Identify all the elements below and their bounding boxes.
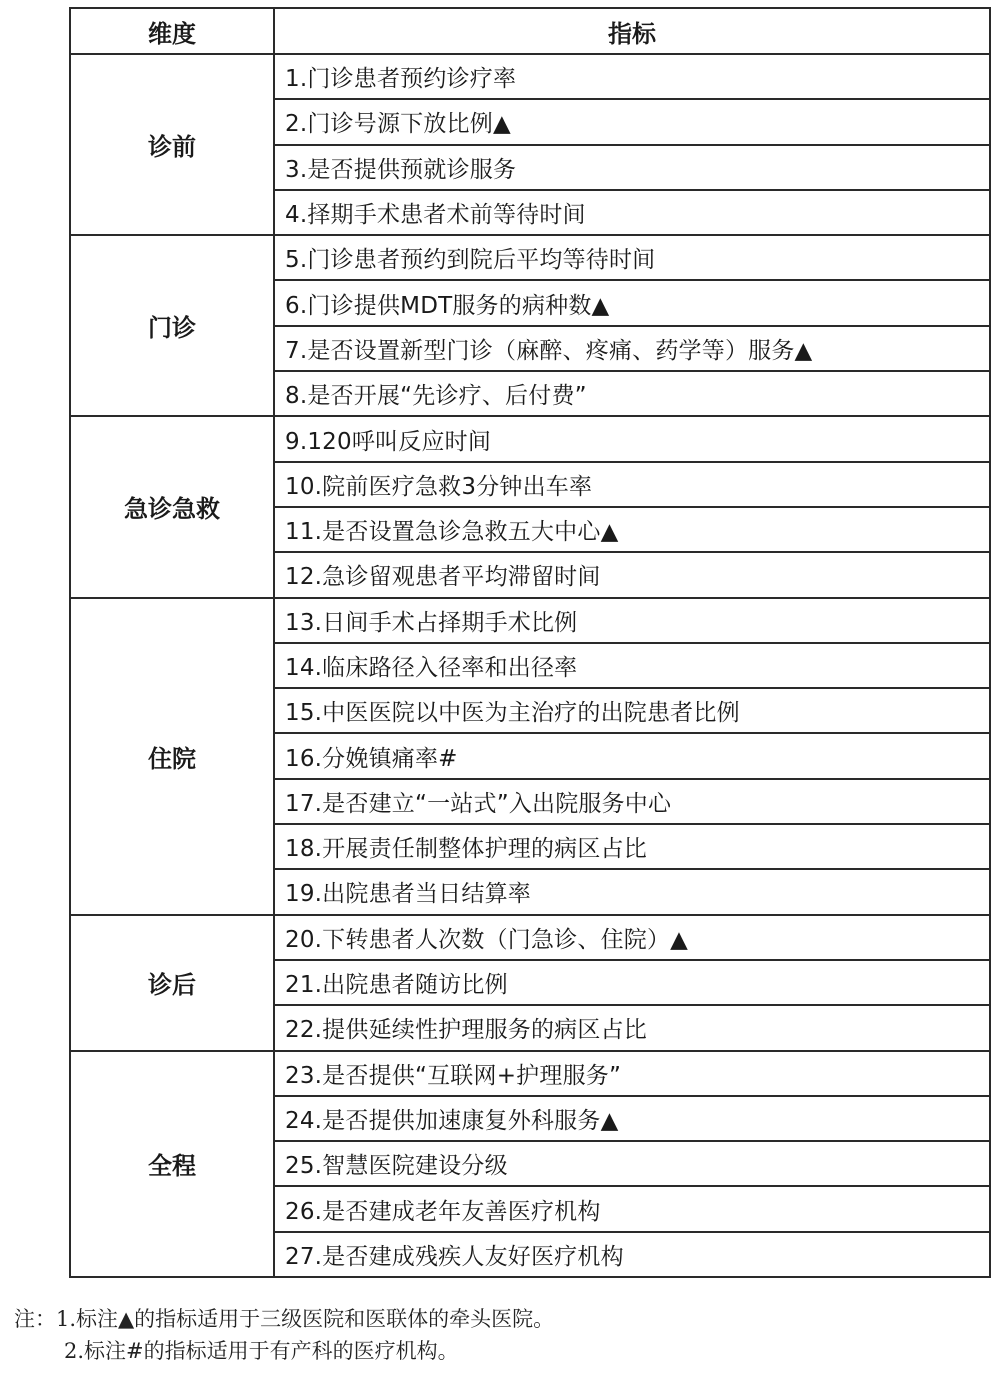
indicator-cell: 8.是否开展“先诊疗、后付费” <box>274 371 990 416</box>
table-row <box>70 915 990 960</box>
indicator-cell: 7.是否设置新型门诊（麻醉、疼痛、药学等）服务▲ <box>274 326 990 371</box>
dimension-cell: 住院 <box>70 598 274 915</box>
dimension-cell: 急诊急救 <box>70 416 274 597</box>
footnote-2: 2.标注#的指标适用于有产科的医疗机构。 <box>64 1339 459 1363</box>
dimension-cell: 全程 <box>70 1051 274 1277</box>
indicator-cell: 2.门诊号源下放比例▲ <box>274 99 990 144</box>
indicator-cell: 27.是否建成残疾人友好医疗机构 <box>274 1232 990 1277</box>
dimension-cell: 诊后 <box>70 915 274 1051</box>
indicator-table <box>69 7 991 1278</box>
indicator-cell: 13.日间手术占择期手术比例 <box>274 598 990 643</box>
indicator-cell: 12.急诊留观患者平均滞留时间 <box>274 552 990 597</box>
indicator-cell: 11.是否设置急诊急救五大中心▲ <box>274 507 990 552</box>
table-row <box>70 54 990 99</box>
dimension-cell: 门诊 <box>70 235 274 416</box>
table-body <box>70 54 990 1277</box>
table-row <box>70 235 990 280</box>
header-indicator: 指标 <box>274 8 990 54</box>
table-row <box>70 598 990 643</box>
indicator-cell: 23.是否提供“互联网+护理服务” <box>274 1051 990 1096</box>
indicator-cell: 17.是否建立“一站式”入出院服务中心 <box>274 779 990 824</box>
indicator-cell: 9.120呼叫反应时间 <box>274 416 990 461</box>
footnote-1: 注：1.标注▲的指标适用于三级医院和医联体的牵头医院。 <box>14 1307 555 1331</box>
indicator-cell: 3.是否提供预就诊服务 <box>274 145 990 190</box>
indicator-cell: 22.提供延续性护理服务的病区占比 <box>274 1005 990 1050</box>
indicator-cell: 4.择期手术患者术前等待时间 <box>274 190 990 235</box>
indicator-cell: 5.门诊患者预约到院后平均等待时间 <box>274 235 990 280</box>
table-row <box>70 416 990 461</box>
dimension-cell: 诊前 <box>70 54 274 235</box>
indicator-cell: 14.临床路径入径率和出径率 <box>274 643 990 688</box>
table-row <box>70 1051 990 1096</box>
indicator-cell: 26.是否建成老年友善医疗机构 <box>274 1186 990 1231</box>
indicator-cell: 19.出院患者当日结算率 <box>274 869 990 914</box>
indicator-cell: 6.门诊提供MDT服务的病种数▲ <box>274 280 990 325</box>
indicator-cell: 24.是否提供加速康复外科服务▲ <box>274 1096 990 1141</box>
indicator-cell: 18.开展责任制整体护理的病区占比 <box>274 824 990 869</box>
footnotes <box>14 1303 994 1367</box>
indicator-cell: 21.出院患者随访比例 <box>274 960 990 1005</box>
indicator-cell: 20.下转患者人次数（门急诊、住院）▲ <box>274 915 990 960</box>
indicator-cell: 15.中医医院以中医为主治疗的出院患者比例 <box>274 688 990 733</box>
indicator-cell: 25.智慧医院建设分级 <box>274 1141 990 1186</box>
header-row <box>70 8 990 54</box>
indicator-cell: 10.院前医疗急救3分钟出车率 <box>274 462 990 507</box>
indicator-cell: 1.门诊患者预约诊疗率 <box>274 54 990 99</box>
indicator-cell: 16.分娩镇痛率# <box>274 733 990 778</box>
header-dimension: 维度 <box>70 8 274 54</box>
